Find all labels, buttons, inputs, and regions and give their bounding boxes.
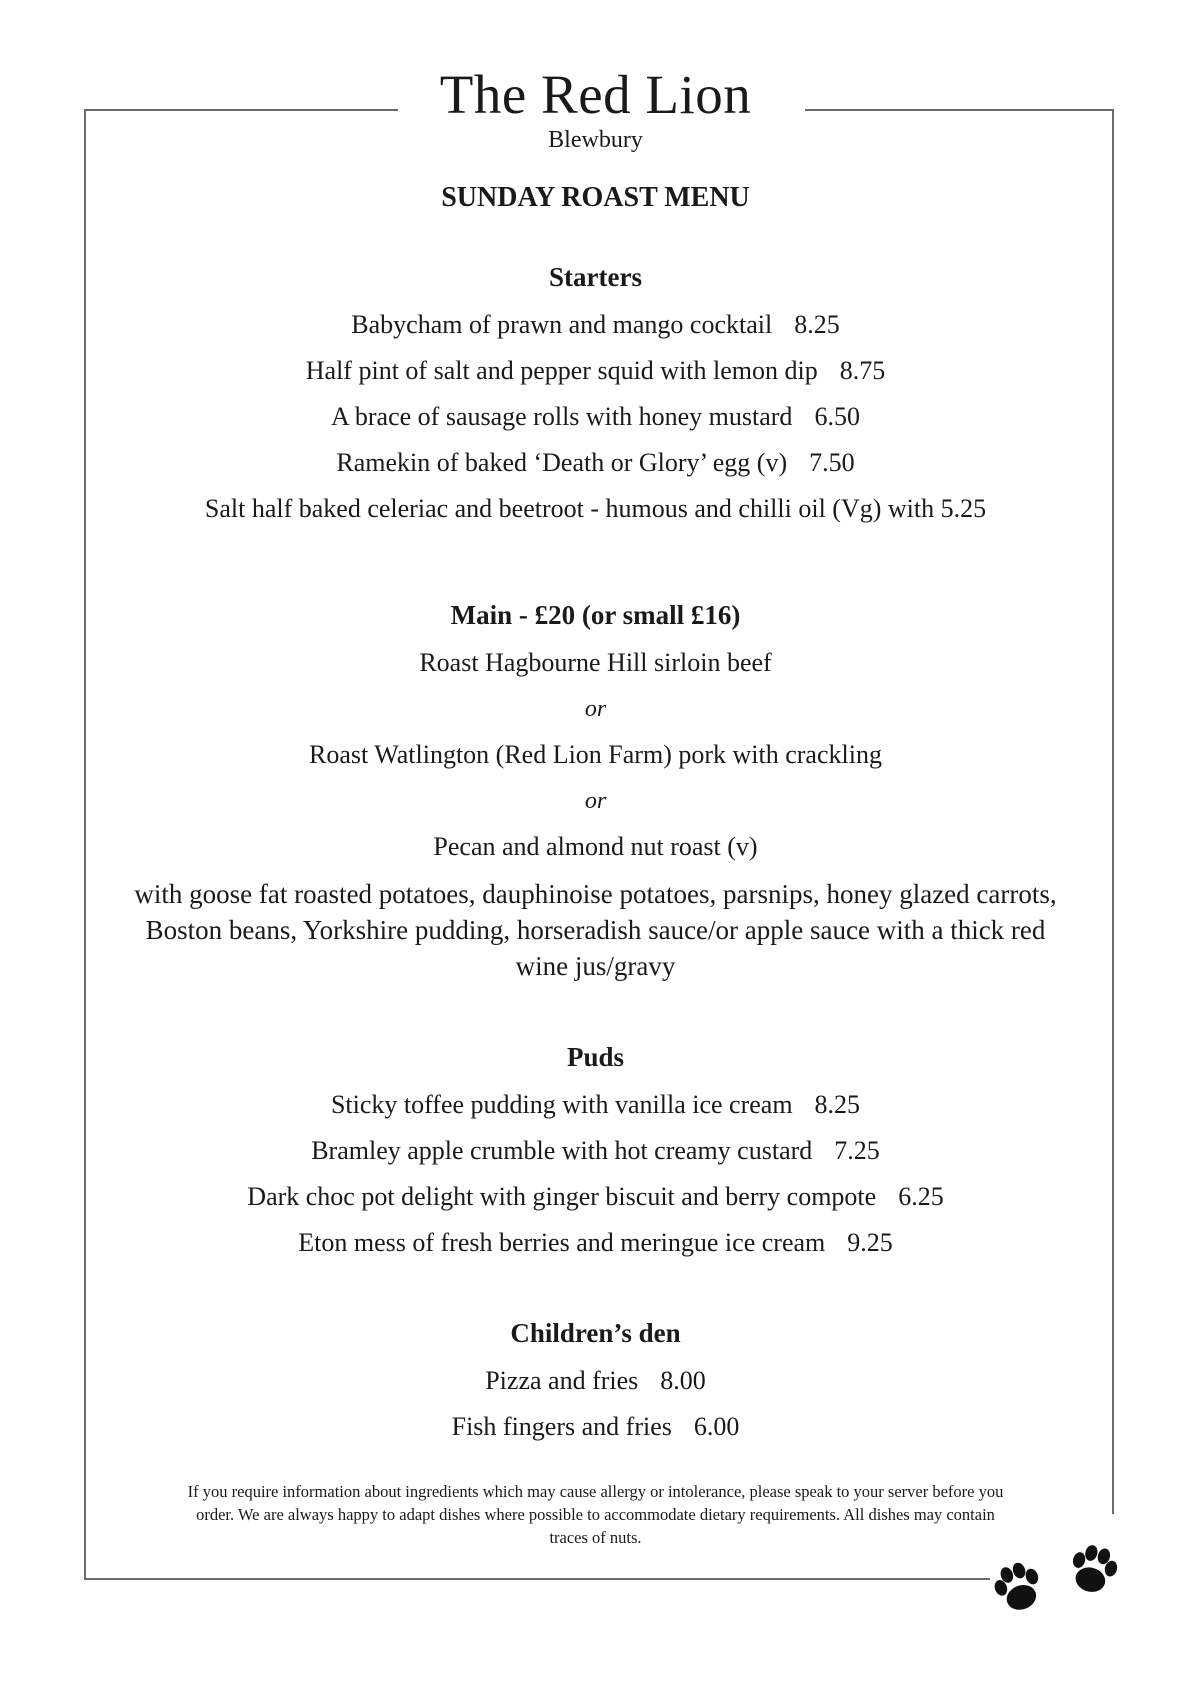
or-separator: or [584,696,607,722]
childrens-item [0,1409,1191,1445]
paw-print-icon [989,1558,1047,1617]
menu-title: SUNDAY ROAST MENU [441,182,750,213]
main-accompaniments: with goose fat roasted potatoes, dauphinoise potatoes, parsnips, honey glazed carrots, Boston beans, Yorkshire pudding, horseradish sauce/or apple sauce with a thick red wine jus/gravy [134,879,1057,981]
pud-item [0,1087,1191,1123]
item-name: Sticky toffee pudding with vanilla ice cream [330,1090,793,1119]
item-name: Pizza and fries [485,1366,639,1395]
main-option: Pecan and almond nut roast (v) [433,832,758,861]
childrens-item [0,1363,1191,1399]
item-price: 7.50 [809,448,855,477]
item-price: 8.00 [660,1366,706,1395]
starter-item [0,445,1191,481]
border-bottom [84,1578,990,1580]
item-price: 6.25 [898,1182,944,1211]
starter-item [0,399,1191,435]
main-option: Roast Watlington (Red Lion Farm) pork with crackling [309,740,882,769]
main-heading: Main - £20 (or small £16) [450,600,741,630]
item-name: Babycham of prawn and mango cocktail [351,310,773,339]
item-price: 9.25 [847,1228,893,1257]
pud-item [0,1225,1191,1261]
or-separator: or [584,788,607,814]
item-price: 7.25 [834,1136,880,1165]
pud-item [0,1179,1191,1215]
childrens-heading: Children’s den [510,1318,681,1348]
starter-item [0,307,1191,343]
main-option: Roast Hagbourne Hill sirloin beef [419,648,772,677]
item-price: 8.75 [839,356,886,385]
restaurant-location: Blewbury [548,127,643,153]
starter-item [0,353,1191,389]
pud-item [0,1133,1191,1169]
item-name: Fish fingers and fries [451,1412,672,1441]
item-name: A brace of sausage rolls with honey mustard [331,402,793,431]
starters-heading: Starters [549,262,642,292]
paw-prints [985,1540,1165,1630]
item-name: Half pint of salt and pepper squid with lemon dip [305,356,818,385]
starter-item [0,491,1191,527]
item-name: Bramley apple crumble with hot creamy custard [311,1136,813,1165]
allergy-note: If you require information about ingredients which may cause allergy or intolerance, please speak to your server before you order. We are always happy to adapt dishes where possible to accommodate dietary requirements. All dishes may contain traces of nuts. [187,1482,1004,1547]
item-price: 6.50 [814,402,860,431]
item-price: 6.00 [693,1412,740,1441]
item-price: 8.25 [814,1090,861,1119]
item-price: 8.25 [794,310,840,339]
item-name: Salt half baked celeriac and beetroot - humous and chilli oil (Vg) with 5.25 [204,494,987,523]
paw-print-icon [1066,1541,1121,1597]
item-name: Eton mess of fresh berries and meringue ice cream [298,1228,826,1257]
item-name: Ramekin of baked ‘Death or Glory’ egg (v) [336,448,788,477]
item-name: Dark choc pot delight with ginger biscuit and berry compote [247,1182,877,1211]
restaurant-name: The Red Lion [439,64,752,125]
puds-heading: Puds [566,1042,625,1072]
